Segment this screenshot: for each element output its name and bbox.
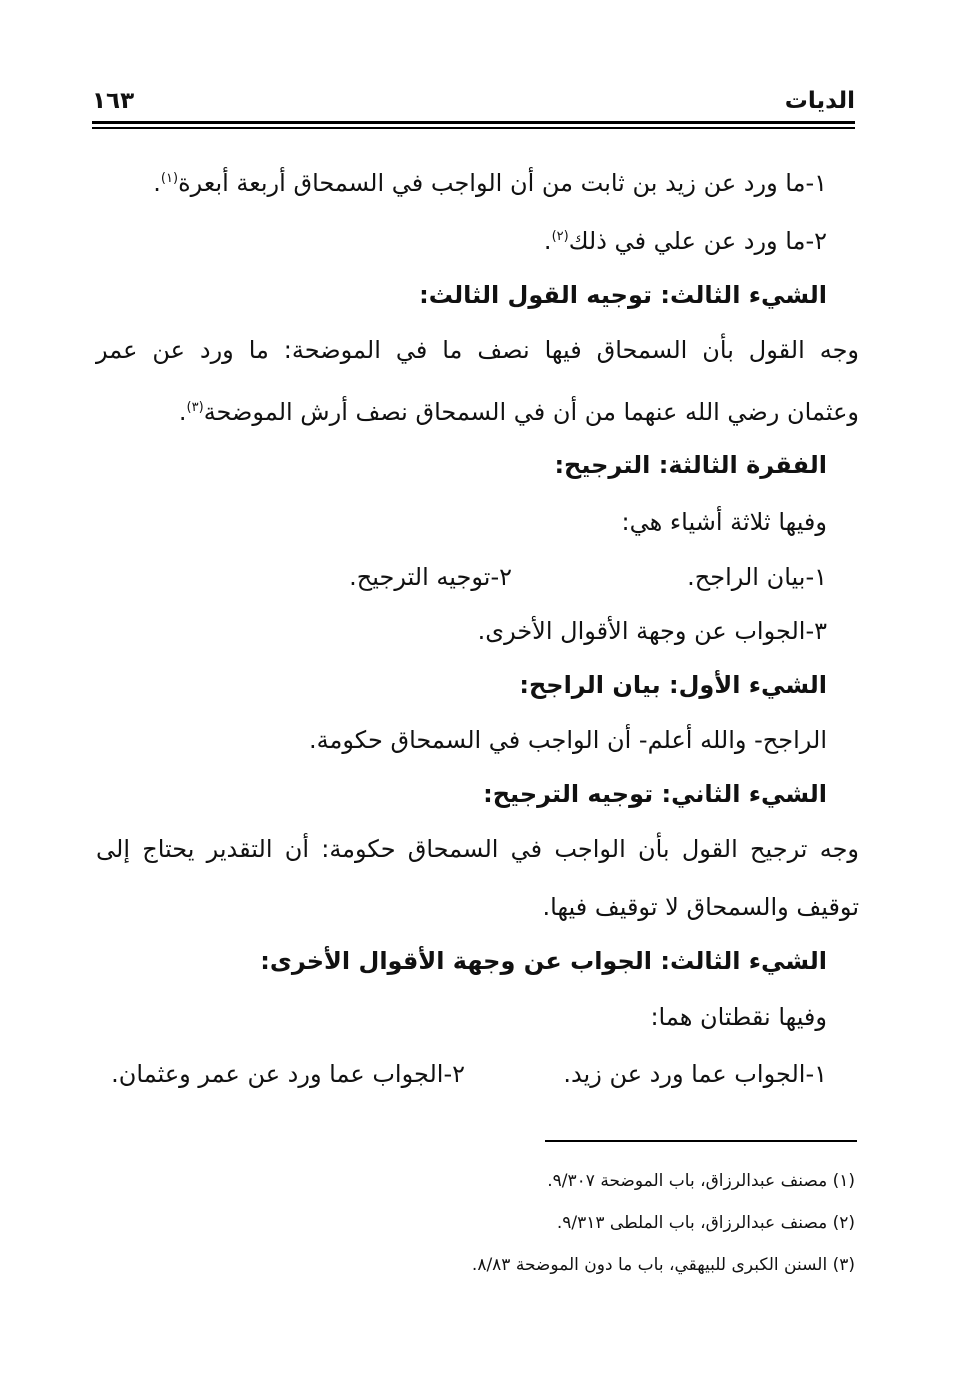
paragraph-justification-line2: توقيف والسمحاق لا توقيف فيها. (542, 893, 859, 921)
list-item-1: ١-ما ورد عن زيد بن ثابت من أن الواجب في السمحاق أربعة أبعرة$^{(١)}$. (153, 169, 827, 197)
list-item-preferred: ١-بيان الراجح. (687, 563, 827, 591)
point-1: ١-الجواب عما ورد عن زيد. (563, 1060, 827, 1088)
page-number: ١٦٣ (92, 88, 135, 114)
list-item-2: ٢-ما ورد عن علي في ذلك$^{(٢)}$. (543, 227, 827, 255)
point-2: ٢-الجواب عما ورد عن عمر وعثمان. (111, 1060, 465, 1088)
heading-first-thing: الشيء الأول: بيان الراجح: (519, 671, 827, 699)
paragraph-preferred: الراجح- والله أعلم- أن الواجب في السمحاق حكومة. (309, 726, 827, 754)
list-item-justification: ٢-توجيه الترجيح. (349, 563, 512, 591)
paragraph-third-opinion-line1: وجه القول بأن السمحاق فيها نصف ما في الموضحة: ما ورد عن عمر (96, 336, 859, 364)
header-rule-thin (92, 127, 855, 129)
intro-three-things: وفيها ثلاثة أشياء هي: (621, 508, 827, 536)
heading-third-paragraph: الفقرة الثالثة: الترجيح: (554, 451, 827, 479)
paragraph-justification-line1: وجه ترجيح القول بأن الواجب في السمحاق حكومة: أن التقدير يحتاج إلى (96, 835, 859, 863)
footnote-1: (١) مصنف عبدالرزاق، باب الموضحة ٩/٣٠٧. (547, 1171, 855, 1191)
list-item-answer: ٣-الجواب عن وجهة الأقوال الأخرى. (477, 617, 827, 645)
intro-two-points: وفيها نقطتان هما: (650, 1003, 827, 1031)
footnote-separator (545, 1140, 857, 1142)
running-header-title: الديات (784, 88, 855, 114)
heading-third-thing-answer: الشيء الثالث: الجواب عن وجهة الأقوال الأخرى: (260, 947, 827, 975)
footnote-ref-3: (٣) (186, 400, 204, 415)
header-rule-thick (92, 121, 855, 124)
footnote-ref-1: (١) (160, 171, 179, 186)
footnote-3: (٣) السنن الكبرى للبيهقي، باب ما دون الموضحة ٨/٨٣. (471, 1255, 855, 1275)
paragraph-third-opinion-line2: وعثمان رضي الله عنهما من أن في السمحاق نصف أرش الموضحة$^{(٣)}$. (178, 398, 859, 426)
footnote-2: (٢) مصنف عبدالرزاق، باب الملطى ٩/٣١٣. (556, 1213, 855, 1233)
heading-second-thing: الشيء الثاني: توجيه الترجيح: (483, 780, 827, 808)
footnote-ref-2: (٢) (551, 229, 569, 244)
heading-third-thing: الشيء الثالث: توجيه القول الثالث: (419, 281, 827, 309)
